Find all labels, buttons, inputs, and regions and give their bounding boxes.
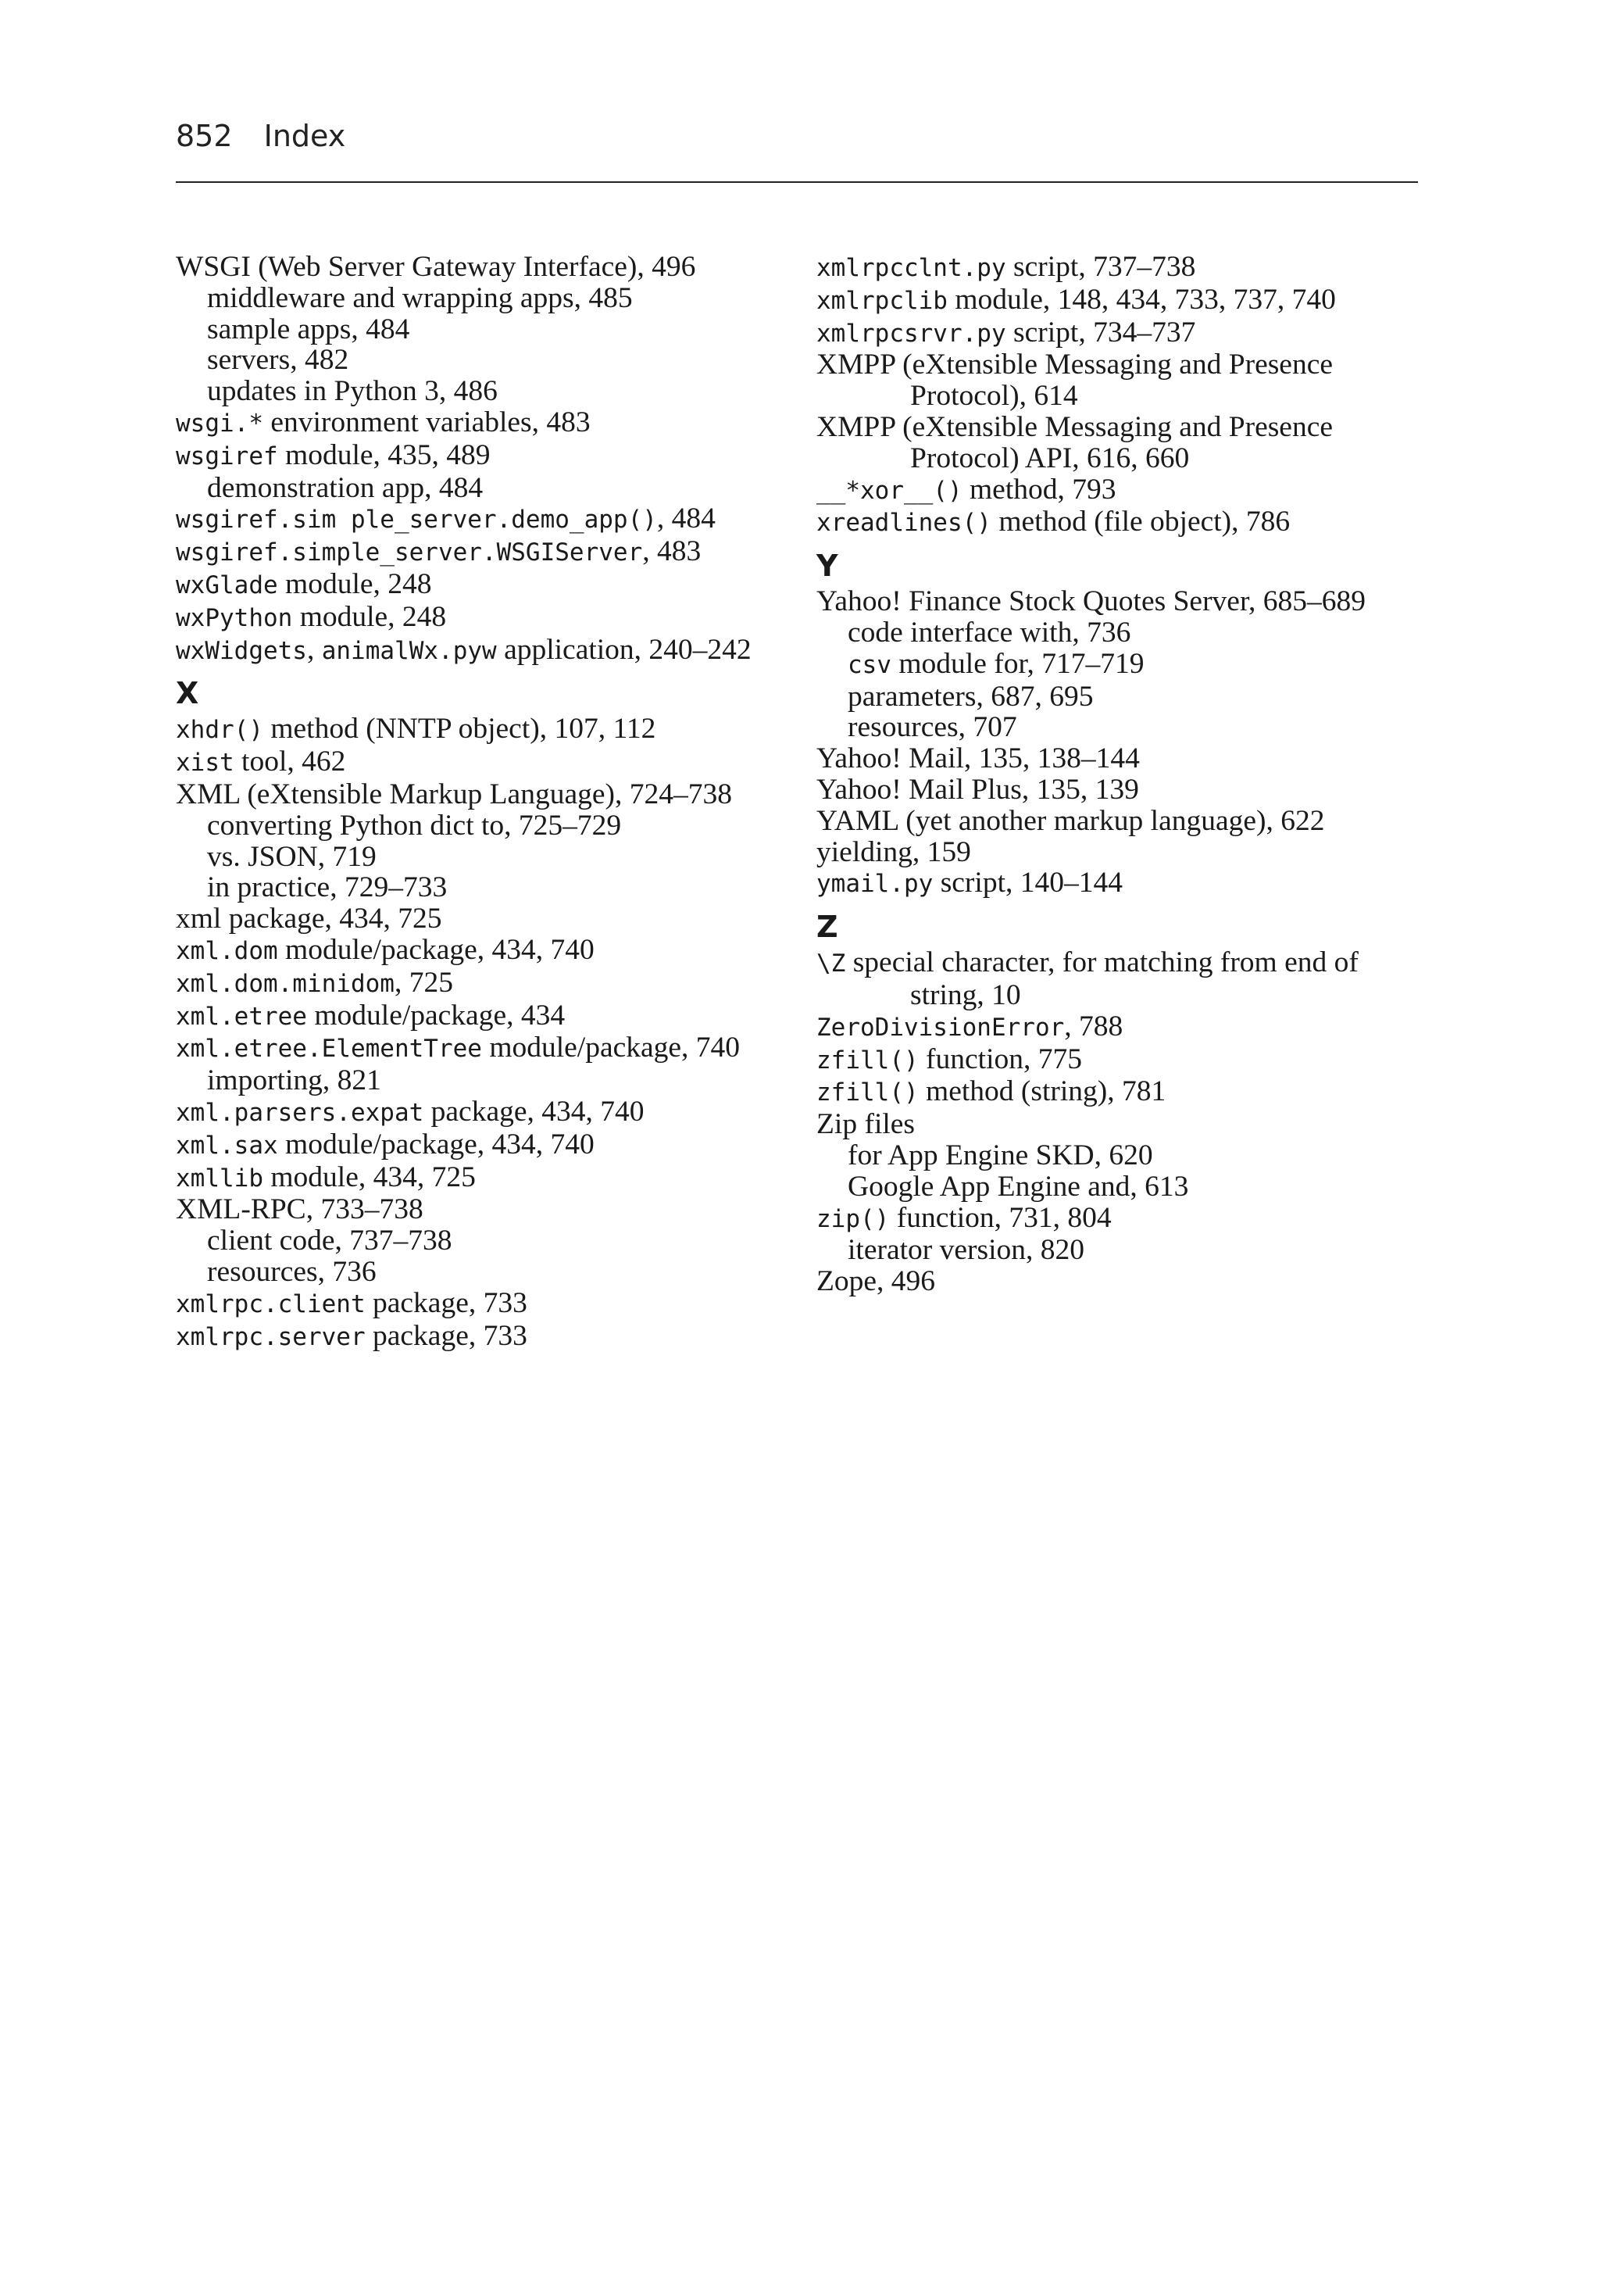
- index-subentry: importing, 821: [207, 1064, 381, 1097]
- code-term: xml.dom: [176, 936, 278, 965]
- index-column-left: [176, 252, 801, 1353]
- code-term: xreadlines(): [816, 509, 991, 538]
- code-term: xml.etree: [176, 1002, 307, 1031]
- entry-text: special character, for matching from end of string, 10: [845, 946, 1359, 1011]
- entry-text: module/package, 740: [481, 1032, 741, 1064]
- index-entry: [176, 1129, 801, 1162]
- entry-text: script, 140–144: [933, 867, 1123, 899]
- index-entry: [816, 284, 1426, 317]
- index-subentry: client code, 737–738: [207, 1225, 452, 1257]
- index-entry: Zope, 496: [816, 1265, 936, 1298]
- index-entry: [176, 1096, 801, 1129]
- index-subentry: Google App Engine and, 613: [848, 1170, 1189, 1203]
- entry-text: module for, 717–719: [891, 647, 1145, 680]
- code-term: xhdr(): [176, 716, 263, 745]
- page-number: 852: [176, 119, 233, 153]
- index-subentry: middleware and wrapping apps, 485: [207, 281, 633, 314]
- entry-text: module/package, 434, 740: [277, 1128, 595, 1161]
- index-subentry: servers, 482: [207, 344, 349, 377]
- code-term: xmlrpc.client: [176, 1289, 366, 1318]
- index-subentry: resources, 736: [207, 1255, 377, 1288]
- index-entry: Yahoo! Mail Plus, 135, 139: [816, 773, 1139, 806]
- index-entry: [816, 252, 1426, 284]
- index-entry: [176, 635, 801, 667]
- code-term: wsgiref.simple_server.WSGIServer: [176, 538, 643, 567]
- entry-text: method, 793: [962, 473, 1116, 506]
- entry-text: , 483: [642, 535, 702, 568]
- code-term: xml.sax: [176, 1131, 278, 1160]
- index-entry: yielding, 159: [816, 835, 971, 868]
- index-entry: XMPP (eXtensible Messaging and Presence Protocol), 614: [816, 349, 1333, 413]
- entry-text: package, 733: [365, 1286, 527, 1319]
- code-term: zip(): [816, 1204, 890, 1233]
- index-entry: XML (eXtensible Markup Language), 724–738: [176, 778, 732, 810]
- entry-text: package, 733: [365, 1319, 527, 1352]
- code-term: ZeroDivisionError: [816, 1013, 1065, 1042]
- running-header: [176, 119, 1418, 183]
- index-entry: [176, 713, 801, 746]
- index-subentry: resources, 707: [848, 711, 1017, 744]
- index-entry: [176, 440, 801, 473]
- code-term: zfill(): [816, 1078, 919, 1107]
- index-entry: [176, 1321, 801, 1354]
- code-term: xml.etree.ElementTree: [176, 1035, 482, 1064]
- index-entry: Yahoo! Mail, 135, 138–144: [816, 742, 1140, 775]
- entry-separator: ,: [306, 633, 322, 666]
- index-subentry: code interface with, 736: [848, 616, 1131, 649]
- index-entry: Zip files: [816, 1108, 916, 1141]
- index-subentry: for App Engine SKD, 620: [848, 1139, 1153, 1171]
- index-subentry: iterator version, 820: [848, 1234, 1085, 1267]
- index-entry: [176, 935, 801, 967]
- index-entry: [816, 317, 1426, 350]
- code-term: \Z: [816, 950, 846, 978]
- index-subentry: converting Python dict to, 725–729: [207, 809, 622, 842]
- index-entry: YAML (yet another markup language), 622: [816, 804, 1325, 837]
- index-entry: WSGI (Web Server Gateway Interface), 496: [176, 251, 696, 283]
- entry-text: module, 434, 725: [262, 1161, 476, 1193]
- code-term: wxGlade: [176, 570, 278, 599]
- index-entry: [176, 503, 801, 536]
- index-entry: [816, 867, 1426, 900]
- index-subentry: parameters, 687, 695: [848, 680, 1094, 713]
- index-entry: [176, 1162, 801, 1195]
- index-entry: [176, 1000, 801, 1033]
- entry-text: module, 435, 489: [277, 438, 491, 471]
- index-entry: [816, 1044, 1426, 1077]
- index-subentry: [816, 649, 1426, 681]
- index-entry: Yahoo! Finance Stock Quotes Server, 685–689: [816, 585, 1366, 618]
- code-term: wsgi.*: [176, 409, 263, 438]
- code-term: xist: [176, 749, 234, 778]
- index-entry: [176, 1288, 801, 1321]
- code-term: wsgiref: [176, 442, 278, 470]
- index-entry: [176, 746, 801, 779]
- index-entry: [816, 1203, 1426, 1236]
- entry-text: method (NNTP object), 107, 112: [262, 713, 656, 746]
- entry-text: module/package, 434: [306, 999, 566, 1032]
- section-letter-y: Y: [816, 549, 838, 584]
- entry-text: module, 248: [292, 600, 447, 633]
- index-subentry: in practice, 729–733: [207, 871, 448, 904]
- entry-text: environment variables, 483: [262, 406, 591, 438]
- code-term: xmlrpcclnt.py: [816, 254, 1006, 282]
- code-term: xmllib: [176, 1164, 263, 1193]
- entry-text: module, 148, 434, 733, 737, 740: [947, 283, 1336, 316]
- code-term: wxWidgets: [176, 636, 307, 665]
- code-term: xmlrpc.server: [176, 1322, 366, 1351]
- index-entry: [816, 947, 1426, 1011]
- entry-text: script, 734–737: [1005, 316, 1196, 349]
- entry-text: function, 731, 804: [889, 1201, 1112, 1234]
- entry-text: module, 248: [277, 567, 432, 600]
- section-letter-x: X: [176, 676, 199, 711]
- entry-text: , 725: [394, 966, 453, 999]
- index-entry: [176, 602, 801, 635]
- entry-text: tool, 462: [234, 746, 346, 778]
- code-term: xmlrpclib: [816, 286, 948, 315]
- entry-text: method (file object), 786: [991, 506, 1291, 538]
- index-entry: [176, 1032, 801, 1065]
- code-term: xmlrpcsrvr.py: [816, 319, 1006, 348]
- code-term: zfill(): [816, 1046, 919, 1075]
- section-letter-z: Z: [816, 910, 838, 945]
- index-entry: [816, 474, 1426, 507]
- index-entry: [816, 1076, 1426, 1109]
- entry-text: application, 240–242: [496, 633, 752, 666]
- entry-text: module/package, 434, 740: [277, 933, 595, 966]
- index-subentry: sample apps, 484: [207, 313, 410, 345]
- index-subentry: vs. JSON, 719: [207, 840, 377, 873]
- entry-text: method (string), 781: [918, 1075, 1166, 1108]
- code-term: animalWx.pyw: [321, 636, 497, 665]
- index-entry: XML-RPC, 733–738: [176, 1193, 423, 1226]
- entry-text: function, 775: [918, 1042, 1083, 1075]
- index-entry: [816, 506, 1426, 539]
- index-column-right: [816, 252, 1426, 1297]
- code-term: wsgiref.sim ple_server.demo_app(): [176, 506, 657, 535]
- code-term: wxPython: [176, 603, 293, 632]
- code-term: __*xor__(): [816, 476, 962, 505]
- entry-text: , 788: [1064, 1010, 1123, 1042]
- index-entry: XMPP (eXtensible Messaging and Presence Protocol) API, 616, 660: [816, 410, 1333, 474]
- code-term: csv: [848, 650, 891, 679]
- entry-text: script, 737–738: [1005, 251, 1196, 283]
- entry-text: package, 434, 740: [423, 1095, 645, 1128]
- code-term: xml.dom.minidom: [176, 969, 395, 998]
- index-entry: [176, 536, 801, 569]
- index-entry: [176, 967, 801, 1000]
- entry-text: , 484: [656, 502, 716, 535]
- index-entry: [176, 569, 801, 602]
- header-title: Index: [263, 119, 346, 153]
- index-subentry: demonstration app, 484: [207, 471, 484, 504]
- index-entry: [176, 407, 801, 440]
- index-subentry: updates in Python 3, 486: [207, 375, 498, 408]
- code-term: xml.parsers.expat: [176, 1098, 424, 1127]
- index-entry: [816, 1011, 1426, 1044]
- code-term: ymail.py: [816, 870, 934, 899]
- index-entry: xml package, 434, 725: [176, 903, 442, 935]
